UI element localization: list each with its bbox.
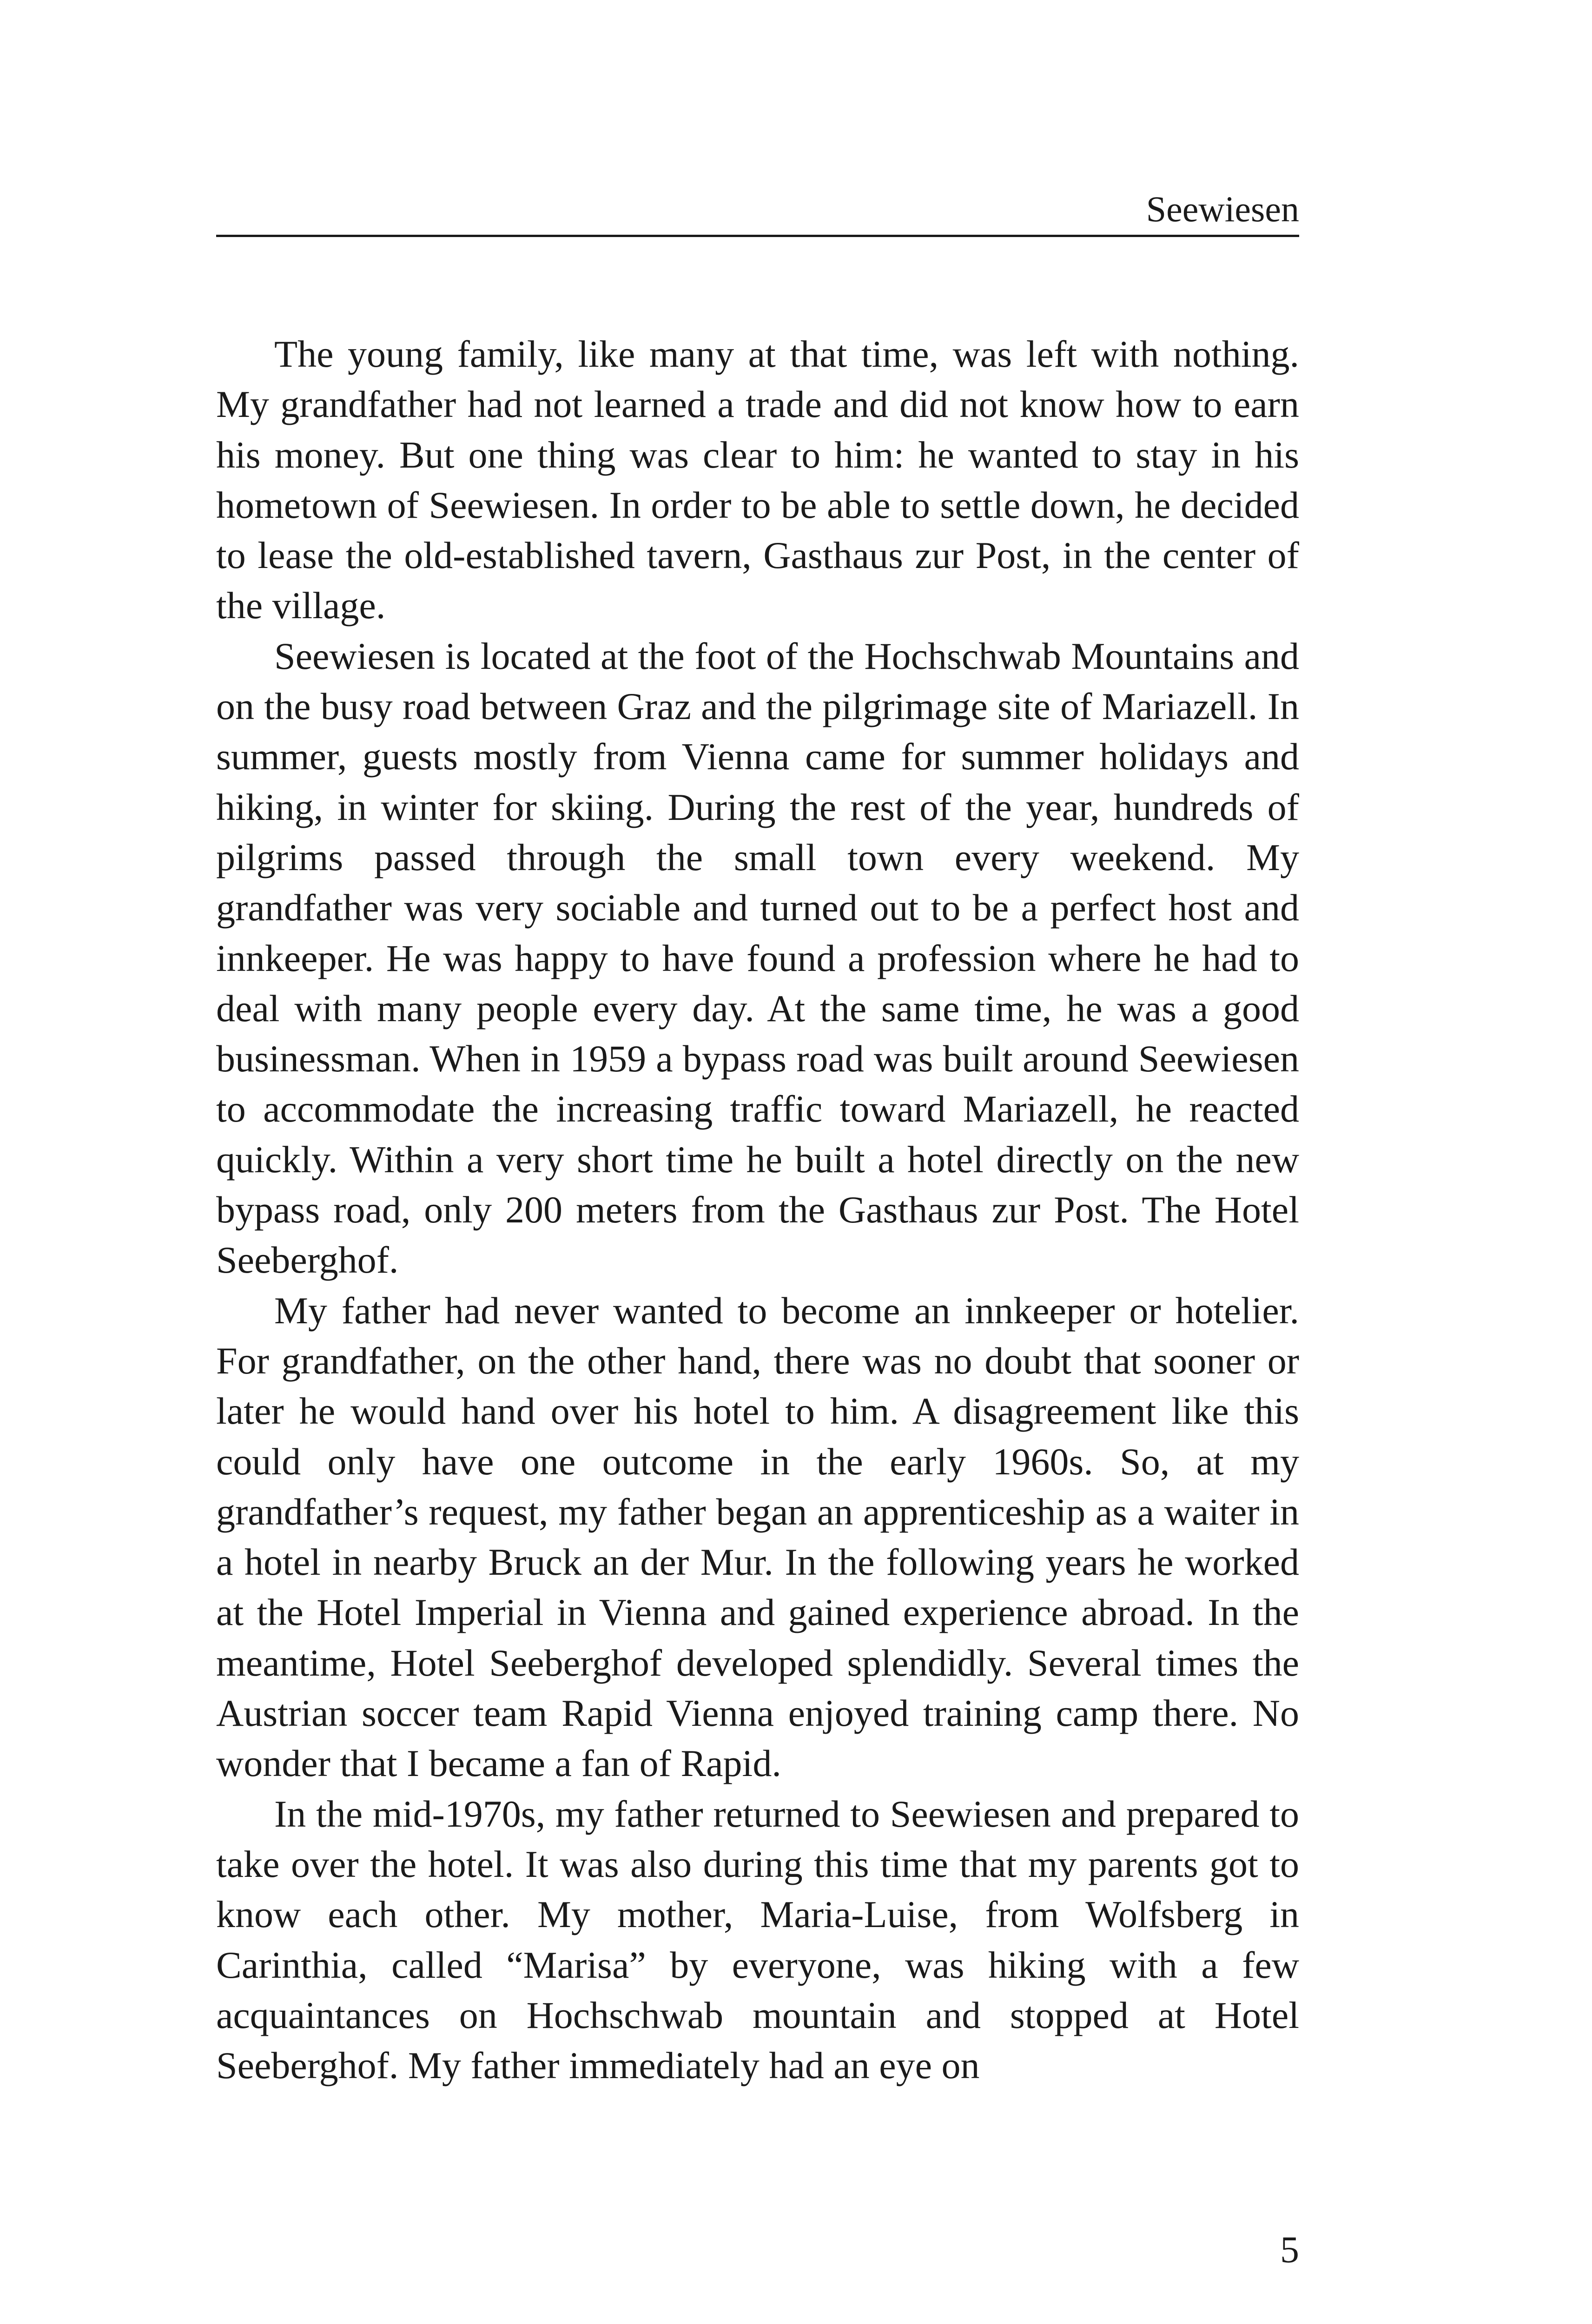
paragraph-3: My father had never wanted to become an innkeeper or hotelier. For grandfather, on the other hand, there was no doubt that sooner or later he would hand over his hotel to him. A disagreement like this could only have one outcome in the early 1960s. So, at my grandfather’s request, my father began an apprenticeship as a waiter in a hotel in nearby Bruck an der Mur. In the following years he worked at the Hotel Imperial in Vienna and gained experience abroad. In the meantime, Hotel Seeberghof developed splendidly. Several times the Austrian soccer team Rapid Vienna enjoyed training camp there. No wonder that I became a fan of Rapid. <box>216 1289 1299 1785</box>
running-header: Seewiesen <box>1146 189 1299 229</box>
header-rule <box>216 235 1299 237</box>
paragraph-1: The young family, like many at that time, was left with nothing. My grandfather had not learned a trade and did not know how to earn his money. But one thing was clear to him: he wanted to stay in his hometown of Seewiesen. In order to be able to settle down, he decided to lease the old-established tavern, Gasthaus zur Post, in the center of the village. <box>216 333 1299 627</box>
body-text <box>216 329 1299 2091</box>
page-number: 5 <box>1280 2228 1299 2271</box>
paragraph-4: In the mid-1970s, my father returned to Seewiesen and prepared to take over the hotel. It was also during this time that my parents got to know each other. My mother, Maria-Luise, from Wolfsberg in Carinthia, called “Marisa” by everyone, was hiking with a few acquaintances on Hochschwab mountain and stopped at Hotel Seeberghof. My father immediately had an eye on <box>216 1792 1299 2087</box>
paragraph-2: Seewiesen is located at the foot of the Hochschwab Mountains and on the busy road between Graz and the pilgrimage site of Mariazell. In summer, guests mostly from Vienna came for summer holidays and hiking, in winter for skiing. During the rest of the year, hundreds of pilgrims passed through the small town every weekend. My grandfather was very sociable and turned out to be a perfect host and innkeeper. He was happy to have found a profession where he had to deal with many people every day. At the same time, he was a good businessman. When in 1959 a bypass road was built around Seewiesen to accommodate the increasing traffic toward Mariazell, he reacted quickly. Within a very short time he built a hotel directly on the new bypass road, only 200 meters from the Gasthaus zur Post. The Hotel Seeberghof. <box>216 634 1299 1281</box>
